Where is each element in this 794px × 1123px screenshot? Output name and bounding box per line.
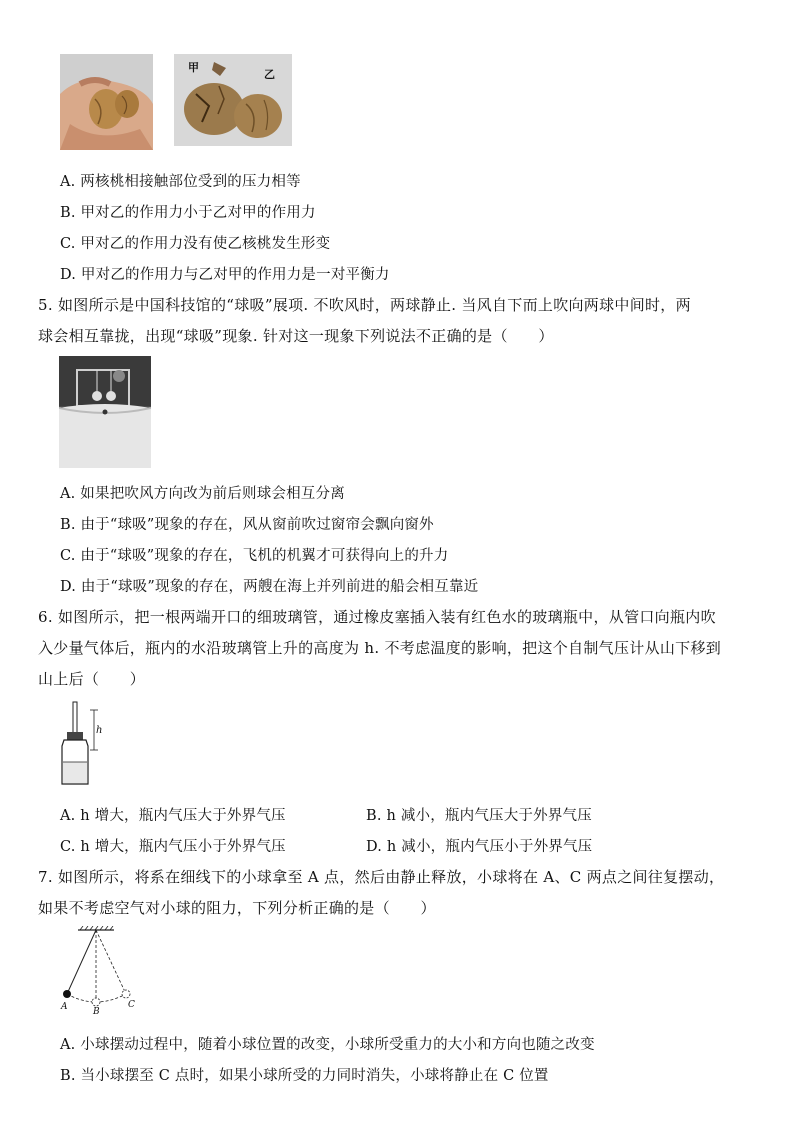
pendulum-label-a: A (61, 1002, 68, 1012)
q5-stem-line1: 5. 如图所示是中国科技馆的“球吸”展项. 不吹风时，两球静止. 当风自下而上吹向两球中间时，两 (38, 296, 691, 314)
q5-option-d: D. 由于“球吸”现象的存在，两艘在海上并列前进的船会相互靠近 (60, 579, 479, 595)
q7-option-a: A. 小球摆动过程中，随着小球位置的改变，小球所受重力的大小和方向也随之改变 (60, 1037, 595, 1053)
q4-option-a: A. 两核桃相接触部位受到的压力相等 (60, 174, 301, 190)
pendulum-label-b: B (93, 1007, 100, 1017)
q4-option-b: B. 甲对乙的作用力小于乙对甲的作用力 (60, 205, 316, 221)
walnut-hand-photo (60, 54, 153, 150)
q6-option-d: D. h 减小，瓶内气压小于外界气压 (366, 839, 593, 855)
q4-option-c: C. 甲对乙的作用力没有使乙核桃发生形变 (60, 236, 331, 252)
q6-option-a: A. h 增大，瓶内气压大于外界气压 (60, 808, 286, 824)
walnut-label-jia: 甲 (188, 61, 199, 74)
barometer-label-h: h (96, 725, 103, 736)
q6-stem-line3: 山上后（ ） (38, 670, 146, 688)
q7-stem-line1: 7. 如图所示，将系在细线下的小球拿至 A 点，然后由静止释放，小球将在 A、C 两点之间往复摆动， (38, 868, 725, 886)
q5-option-a: A. 如果把吹风方向改为前后则球会相互分离 (60, 486, 345, 502)
q7-option-b: B. 当小球摆至 C 点时，如果小球所受的力同时消失，小球将静止在 C 位置 (60, 1068, 549, 1084)
q6-option-b: B. h 减小，瓶内气压大于外界气压 (366, 808, 592, 824)
pendulum-diagram (58, 926, 148, 1016)
q6-stem-line2: 入少量气体后，瓶内的水沿玻璃管上升的高度为 h. 不考虑温度的影响，把这个自制气压计从山下移到 (38, 639, 722, 657)
walnut-pair-photo (174, 54, 292, 146)
pendulum-label-c: C (128, 1000, 135, 1010)
q4-option-d: D. 甲对乙的作用力与乙对甲的作用力是一对平衡力 (60, 267, 390, 283)
ball-suction-exhibit-photo (59, 356, 151, 468)
q5-option-b: B. 由于“球吸”现象的存在，风从窗前吹过窗帘会飘向窗外 (60, 517, 434, 533)
walnut-label-yi: 乙 (264, 68, 275, 81)
q6-stem-line1: 6. 如图所示，把一根两端开口的细玻璃管，通过橡皮塞插入装有红色水的玻璃瓶中，从管口向瓶内吹 (38, 608, 716, 626)
barometer-bottle-diagram (58, 700, 108, 790)
q5-option-c: C. 由于“球吸”现象的存在，飞机的机翼才可获得向上的升力 (60, 548, 449, 564)
q7-stem-line2: 如果不考虑空气对小球的阻力，下列分析正确的是（ ） (38, 899, 436, 917)
q6-option-c: C. h 增大，瓶内气压小于外界气压 (60, 839, 286, 855)
q5-stem-line2: 球会相互靠拢，出现“球吸”现象. 针对这一现象下列说法不正确的是（ ） (38, 327, 554, 345)
